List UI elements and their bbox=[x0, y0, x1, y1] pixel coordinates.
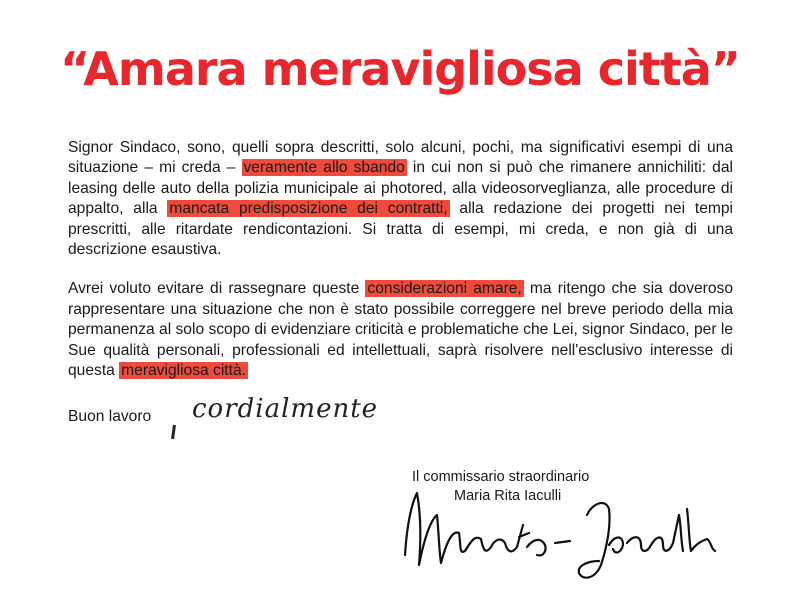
highlight-veramente-allo-sbando: veramente allo sbando bbox=[243, 159, 405, 177]
closing-line: Buon lavoro bbox=[68, 408, 152, 425]
paragraph-2 bbox=[68, 279, 733, 381]
paragraph-2-text-a: Avrei voluto evitare di rassegnare queste bbox=[68, 280, 366, 298]
paragraph-1-text-b: in cui non si può che rimanere annichiliti: dal leasing delle auto della polizia municipale ai photored, alla videosorveglianza, alle procedure di appalto, alla bbox=[68, 159, 733, 218]
paragraph-2-text-b: ma ritengo che sia doveroso rappresentare una situazione che non è stato possibile correggere nel breve periodo della mia permanenza al solo scopo di evidenziare criticità e problematiche che Lei, signor Sindaco, per le Sue qualità personali, professionali ed intellettuali, saprà risolvere nell'esclusivo interesse di questa bbox=[68, 280, 733, 380]
paragraph-1-text-c: alla redazione dei progetti nei tempi prescritti, alle ritardate rendicontazioni. Si tratta di esempi, mi creda, e non già di una descrizione esaustiva. bbox=[68, 200, 733, 259]
paragraph-1 bbox=[68, 138, 733, 260]
highlight-meravigliosa-citta: meravigliosa città. bbox=[121, 362, 246, 380]
highlight-considerazioni-amare: considerazioni amare, bbox=[367, 280, 522, 298]
signatory-name: Maria Rita Iaculli bbox=[454, 488, 562, 504]
paragraph-1-text-a: Signor Sindaco, sono, quelli sopra descritti, solo alcuni, pochi, ma significativi esempi di una situazione – mi creda – bbox=[68, 139, 733, 177]
highlight-mancata-predisposizione: mancata predisposizione dei contratti, bbox=[169, 200, 448, 218]
handwritten-signature bbox=[395, 485, 725, 585]
handwritten-comma bbox=[171, 425, 176, 439]
headline-title: “Amara meravigliosa città” bbox=[59, 42, 740, 96]
signatory-title: Il commissario straordinario bbox=[412, 469, 590, 485]
handwritten-note: cordialmente bbox=[192, 394, 379, 424]
letter-body bbox=[68, 138, 733, 400]
